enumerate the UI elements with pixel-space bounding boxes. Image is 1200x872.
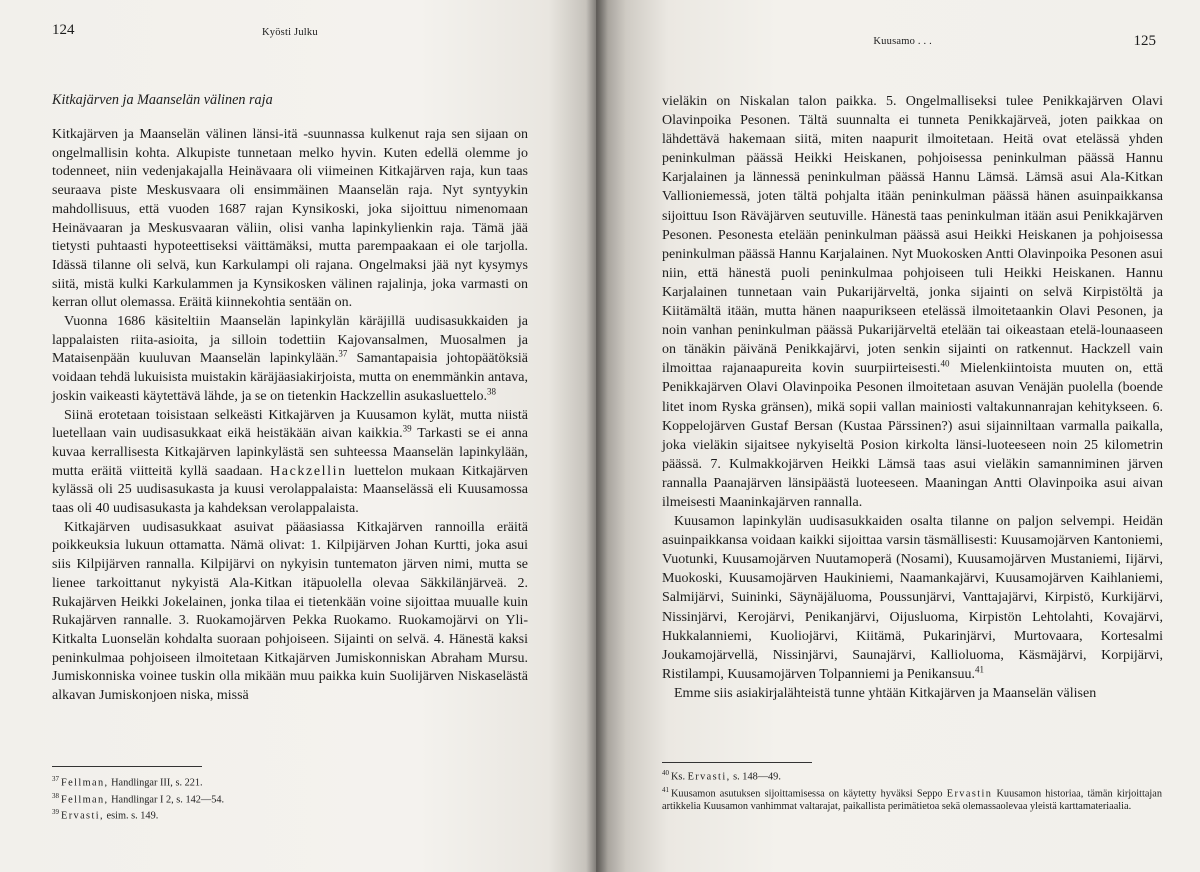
running-head-right: Kuusamo . . . xyxy=(873,36,932,47)
footnote: $^{40}$ Ks. Ervasti, s. 148—49. xyxy=(662,769,781,783)
footnote: $^{41}$ Kuusamon asutuksen sijoittamisessa on käytetty hyväksi Seppo Ervastin Kuusamon historiaa, tämän kirjoittajan artikkelia Kuusamon vanhimmat valtarajat, paikallista perimätietoa sekä olemassaolevaa yleistä karttamateriaalia. xyxy=(662,785,1162,813)
paragraph: Emme siis asiakirjalähteistä tunne yhtään Kitkajärven ja Maanselän välisen xyxy=(674,685,1097,701)
paragraph: vieläkin on Niskalan talon paikka. 5. Ongelmalliseksi tulee Penikkajärven Olavi Olavinpoika Pesonen. Tältä suunnalta ei tunneta Penikkajärveä, joten paikkaa on lähdettävä hakemaan siitä, miten naapurit ilmoitetaan. Heitä ovat etelässä yhden peninkulman päässä Heikki Heiskanen, pohjoisessa peninkulman päässä Hannu Karjalainen ja lännessä peninkulman päässä Hannu Lämsä. Lämsä asui Ala-Kitkan Vallioniemessä, joten tältä pohjalta itään peninkulman päässä hänen asuinpaikkansa sijoittuu Ison Räväjärven seutuville. Hänestä taas peninkulman itään asui Penikkajärven Pesonen. Pesonesta etelään peninkulman päässä asui Heikki Heiskanen ja pohjoisessa peninkulman päässä Hannu Karjalainen. Nyt Muokosken Antti Olavinpoika Pesonen asui niin, että hänestä puoli peninkulmaa pohjoiseen tuli Heikki Heiskanen. Hannu Karjalainen tunnetaan vain Pukarijärveltä, jonka sijainti on selvä Kirpistöltä ja Kiitämältä itään, mutta hänen naapurikseen etelässä ilmoitetaankin Olavi Pesonen, ja noin vanhan peninkulman päässä Pukarijärveltä etelään tai oikeastaan etelä-lounaaseen on tänäkin päivänä Penikkajärvi, joten senkin sijainti on ratkennut. Hackzell vain ilmoittaa rajanaapureita kovin suurpiirteisesti.$^{40}$ Mielenkiintoista muuten on, että Penikkajärven Olavi Olavinpoika Pesonen ilmoitetaan asuvan Venäjän puolella (boende litet inom Ryska gränsen), mikä sopii vallan mainiosti valtakunnanrajan kehitykseen. 6. Koppelojärven Gustaf Bersan (Kustaa Pärssinen?) asui sijainniltaan varmalla paikalla, joka vieläkin sijaitsee nykyiseltä Posion kirkolta länsi-luoteeseen noin 25 kilometrin päässä. 7. Kulmakkojärven Heikki Lämsä taas asui vieläkin samanniminen järven rannalla Paanajärven länsipäästä luoteeseen. Maaningan Antti Olavinpoika asui aivan ilmeisesti Maaninkajärven rannalla. xyxy=(662,94,1164,510)
footnote-rule xyxy=(52,766,202,767)
footnotes-right xyxy=(662,767,1162,813)
left-page xyxy=(0,0,596,872)
spaced-name: Hackzellin xyxy=(270,463,347,479)
left-body-text xyxy=(52,126,528,706)
paragraph: Kitkajärven ja Maanselän välinen länsi-itä -suunnassa kulkenut raja sen sijaan on ongelmallisin kohta. Alkupiste tunnetaan melko hyvin. Kuten edellä olemme jo todenneet, niin vedenjakajalla Heinävaara oli viimeinen Kitkajärven raja, kun taas seuraava piste Meskusvaara oli ensimmäinen Maanselän raja. Nyt syntyykin mahdollisuus, että vuoden 1687 rajan Kynsikoski, joka sijoittuu nimenomaan Heinävaaran ja Meskusvaaran väliin, olisi vanha lapinkylienkin raja. Tämä jää tietysti puhtaasti hypoteettiseksi väittämäksi, mutta parempaakaan ei ole tarjolla. Idässä tilanne oli selvä, kun Karkulampi oli rajana. Ongelmaksi jää nyt kysymys siitä, mistä kulki Karkulammen ja Kynsikosken välinen rajalinja, joka varmasti on kerran ollut olemassa. Eräitä kiinnekohtia sentään on. xyxy=(52,127,528,311)
footnote-ref: 41 xyxy=(974,664,984,675)
footnote-rule xyxy=(662,762,812,763)
section-title: Kitkajärven ja Maanselän välinen raja xyxy=(52,92,273,108)
page-number-left: 124 xyxy=(52,22,75,38)
footnote: $^{39}$ Ervasti, esim. s. 149. xyxy=(52,808,159,822)
paragraph: Siinä erotetaan toisistaan selkeästi Kitkajärven ja Kuusamon kylät, mutta niistä luetellaan vain uudisasukkaat eikä heistäkään aivan kaikkia.$^{39}$ Tarkasti se ei anna kuvaa kerrallisesta Kitkajärven lapinkylästä sen suhteessa Maanselän lapinkylään, mutta eräitä viitteitä kyllä saadaan. Hackzellin luettelon mukaan Kitkajärven kylässä oli 25 uudisasukasta ja kuusi verolappalaista: Maanselässä eli Kuusamossa taas oli 40 uudisasukasta ja kahdeksan verolappalaista. xyxy=(52,407,529,517)
footnote: $^{37}$ Fellman, Handlingar III, s. 221. xyxy=(52,775,203,789)
right-page xyxy=(596,0,1200,872)
running-head-left: Kyösti Julku xyxy=(262,27,318,38)
footnote-ref: 37 xyxy=(338,348,348,359)
footnote-ref: 38 xyxy=(487,386,497,397)
paragraph: Kuusamon lapinkylän uudisasukkaiden osalta tilanne on paljon selvempi. Heidän asuinpaikkansa voidaan kaikki sijoittaa varsin täsmällisesti: Kuusamojärven Kantoniemi, Vuotunki, Kuusamojärven Nuutamoperä (Nosami), Kuusamojärven Mustaniemi, Iijärvi, Muokoski, Kuusamojärven Haukiniemi, Naamankajärvi, Kuusamojärven Kaihlaniemi, Salmijärvi, Suininki, Säynäjäluoma, Poussunjärvi, Vanttajajärvi, Kirpistö, Kurkijärvi, Nissinjärvi, Kerojärvi, Penikanjärvi, Oijusluoma, Kirpistön Lehtolahti, Kovajärvi, Hukkalanniemi, Kuoliojärvi, Kiitämä, Pukarinjärvi, Murtovaara, Kortesalmi Joukamojärvellä, Nissinjärvi, Saunajärvi, Kallioluoma, Käsmäjärvi, Korpijärvi, Ristilampi, Kuusamojärven Tolpanniemi ja Penikansuu.$^{41}$ xyxy=(662,514,1163,682)
footnote-ref: 39 xyxy=(402,423,412,434)
right-body-text xyxy=(662,92,1163,703)
paragraph: Vuonna 1686 käsiteltiin Maanselän lapinkylän käräjillä uudisasukkaiden ja lappalaisten riita-asioita, ja silloin todettiin Kajovansalmen, Muosalmen ja Mataisenpään kuuluvan Maanselän lapinkylään.$^{37}$ Samantapaisia johtopäätöksiä voidaan tehdä lukuisista muistakin käräjäasiakirjoista, mutta on enemmänkin antava, joskin vaikeasti käytettävä lähde, ja se on tietenkin Hackzellin asukasluettelo.$^{38}$ xyxy=(52,314,528,404)
paragraph: Kitkajärven uudisasukkaat asuivat pääasiassa Kitkajärven rannoilla eräitä poikkeuksia lukuun ottamatta. Nämä olivat: 1. Kilpijärven Johan Kurtti, joka asui siis Kilpijärven rannalla. Kilpijärvi on nykyisin tuntematon järven nimi, mutta se lienee tarkoittanut nykyistä Ala-Kitkan itäpuolella olevaa Säkkilänjärveä. 2. Rukajärven Heikki Jokelainen, jonka tilaa ei tietenkään voine sijoittaa muualle kuin Rukajärven rannalle. 3. Ruokamojärven Pekka Ruokamo. Ruokamojärvi on Yli-Kitkalta Luonselän kohdalta suoraan pohjoiseen. Sijainti on selvä. 4. Hänestä kaksi peninkulmaa pohjoiseen ilmoitetaan Kitkajärven Jumiskonniskan Abraham Mursu. Jumiskonniska voinee tuskin olla mikään muu paikka kuin Suolijärven Niskaselästä alkavan Jumiskonjoen niska, missä xyxy=(52,519,528,704)
page-number-right: 125 xyxy=(1133,33,1156,49)
footnotes-left xyxy=(52,773,522,823)
footnote: $^{38}$ Fellman, Handlingar I 2, s. 142—54. xyxy=(52,791,225,806)
footnote-ref: 40 xyxy=(940,358,950,369)
